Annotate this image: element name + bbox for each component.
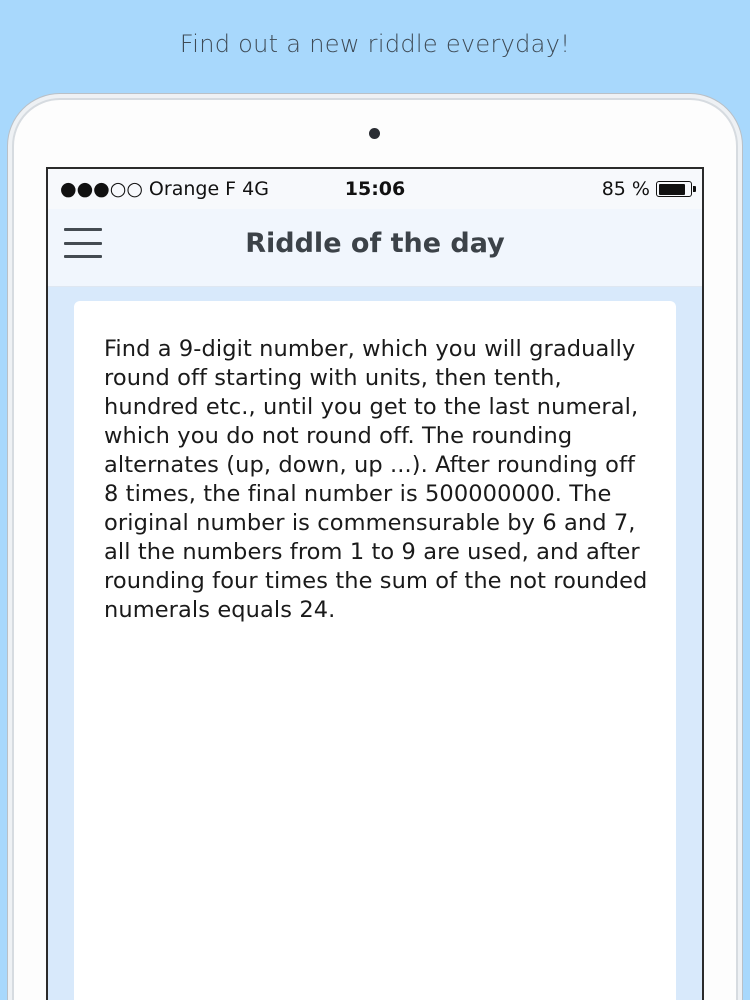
carrier-signal: ●●●○○ Orange F 4G	[60, 178, 269, 200]
front-camera	[369, 128, 380, 139]
device-screen	[46, 167, 704, 1000]
promo-tagline: Find out a new riddle everyday!	[179, 30, 571, 58]
battery-indicator	[602, 178, 692, 200]
riddle-card	[74, 301, 676, 1000]
battery-percent: 85 %	[601, 178, 650, 200]
page-title: Riddle of the day	[245, 228, 505, 259]
nav-bar	[48, 209, 702, 287]
battery-fill	[659, 184, 685, 195]
riddle-text: Find a 9-digit number, which you will gradually round off starting with units, then tenth, hundred etc., until you get to the last numeral, which you do not round off. The rounding alternates (up, down, up ...). After rounding off 8 times, the final number is 500000000. The original number is commensurable by 6 and 7, all the numbers from 1 to 9 are used, and after rounding four times the sum of the not rounded numerals equals 24.	[104, 336, 648, 623]
status-time: 15:06	[344, 178, 406, 200]
battery-icon	[656, 181, 692, 197]
status-bar	[48, 169, 702, 209]
